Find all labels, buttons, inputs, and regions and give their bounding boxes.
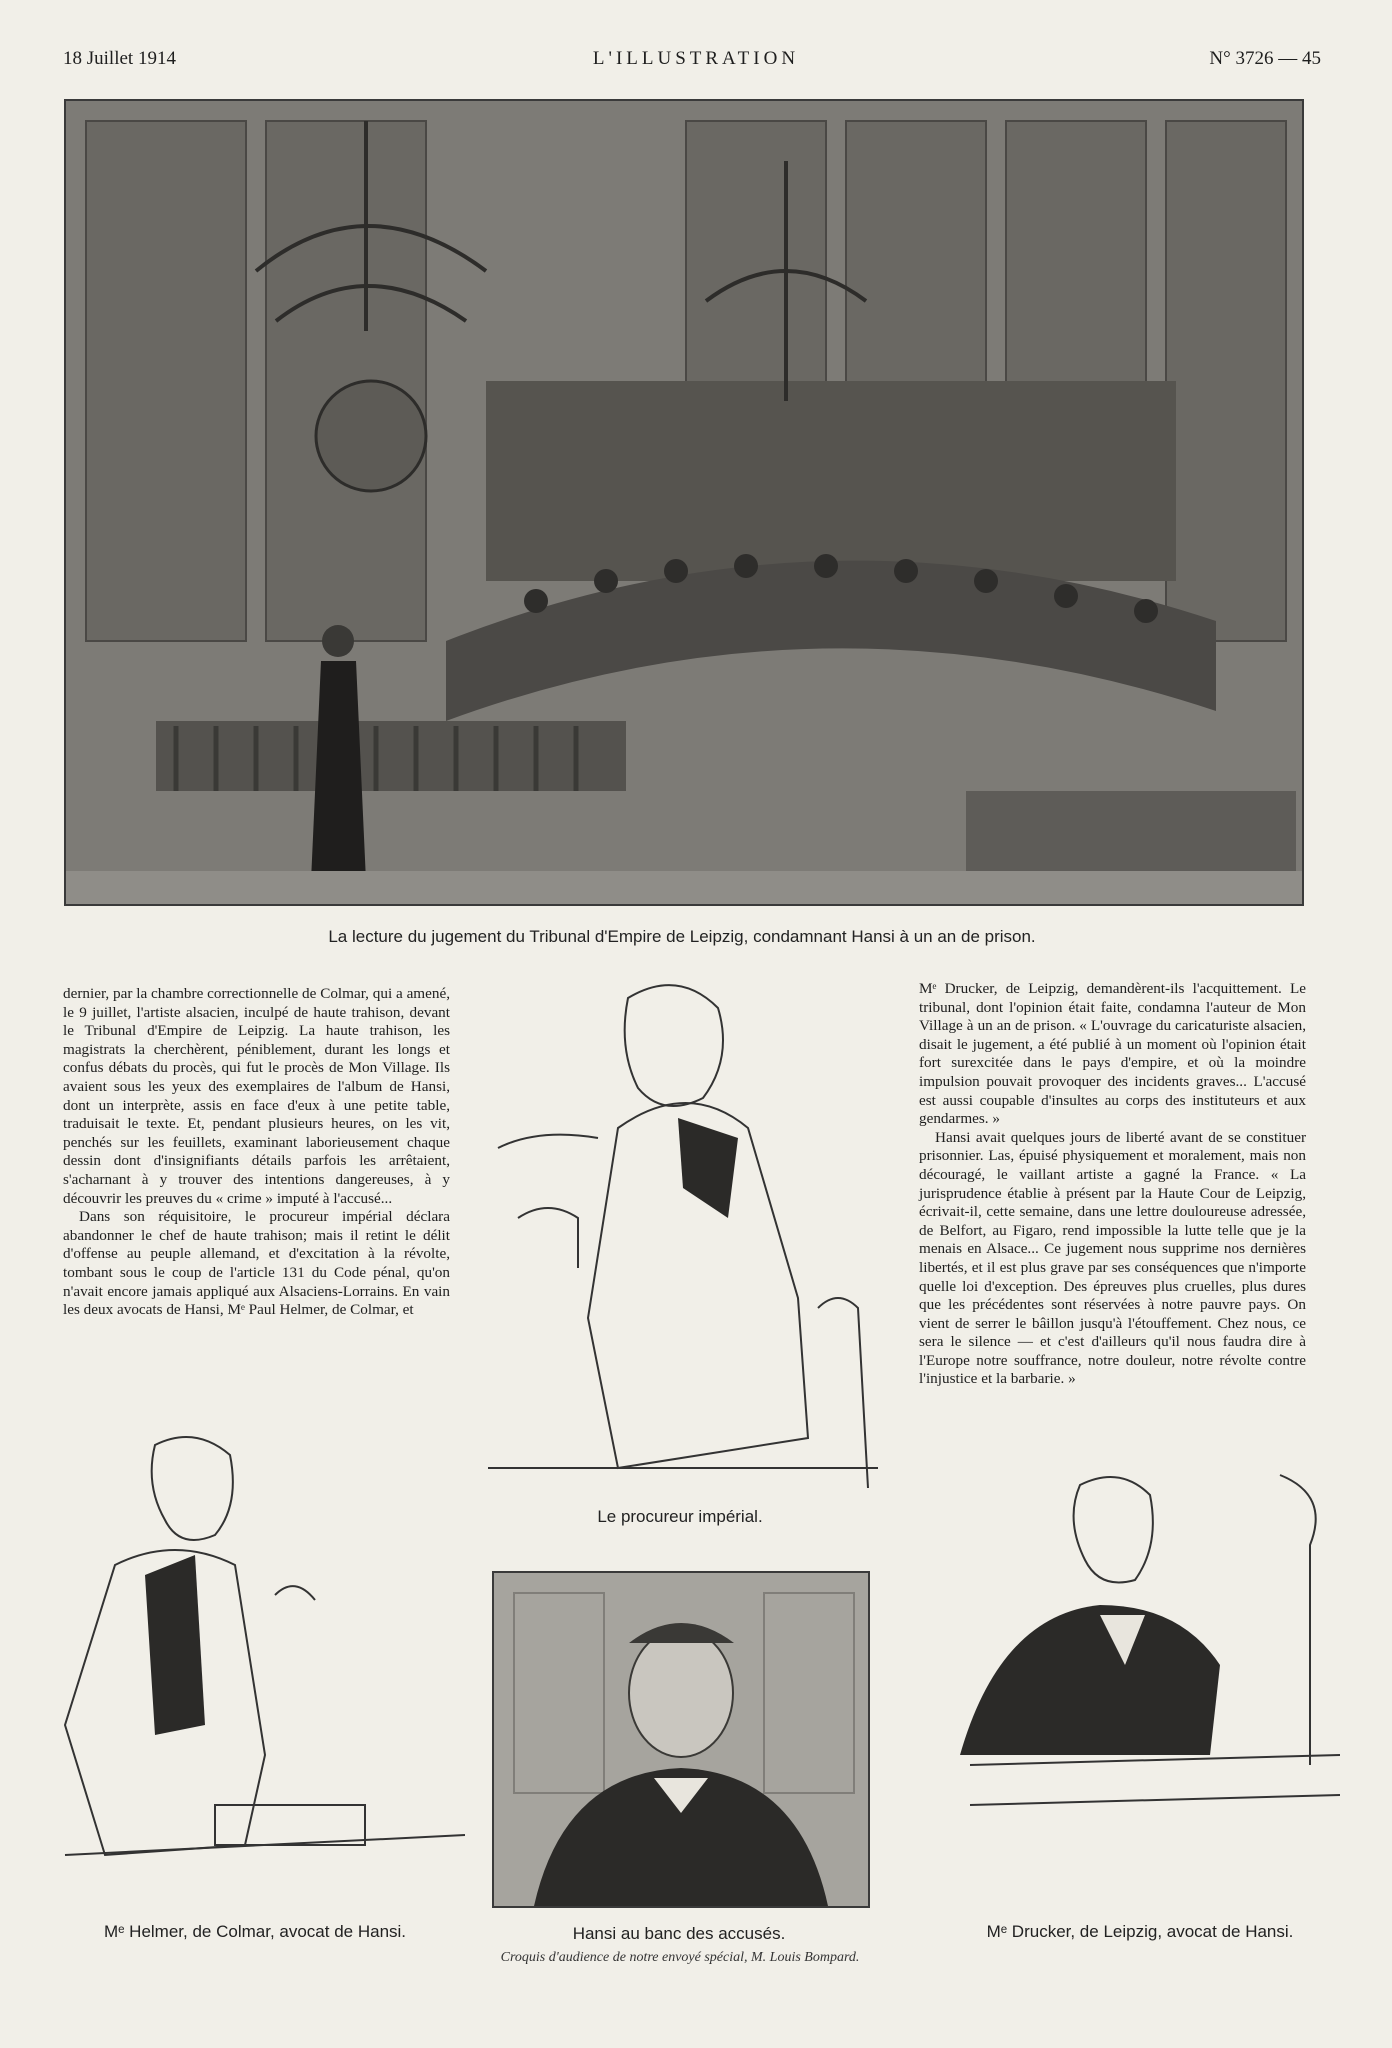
issue-number: N° 3726 — 45 [1209, 48, 1321, 69]
hansi-sketch [492, 1571, 870, 1908]
magazine-title: L'ILLUSTRATION [592, 48, 800, 69]
left-paragraph-2: Dans son réquisitoire, le procureur impérial déclara abandonner le chef de haute trahison; mais il retint le délit d'offense au peuple allemand, et d'excitation à la révolte, tombant sous le coup de l'article 131 du Code pénal, qu'on n'avait encore jamais appliqué aux Alsaciens-Lorrains. En vain les deux avocats de Hansi, Mᵉ Paul Helmer, de Colmar, et [63, 1208, 450, 1319]
right-paragraph-1: Mᵉ Drucker, de Leipzig, demandèrent-ils l'acquittement. Le tribunal, dont l'opinion était faite, condamna l'auteur de Mon Village à un an de prison. « L'ouvrage du caricaturiste alsacien, disait le jugement, a été publié à un moment où l'opinion était fort surexcitée dans le pays d'empire, et où la moindre impulsion pouvait provoquer des incidents graves... L'accusé est aussi coupable d'insultes au corps des instituteurs et aux gendarmes. » [919, 980, 1306, 1128]
right-text-column [919, 980, 1306, 1389]
helmer-sketch [45, 1425, 465, 1885]
main-caption: La lecture du jugement du Tribunal d'Empire de Leipzig, condamnant Hansi à un an de prison. [328, 927, 1036, 946]
left-text-column [63, 985, 450, 1320]
sketch-credit: Croquis d'audience de notre envoyé spécial, M. Louis Bompard. [500, 1950, 860, 1965]
courtroom-illustration [64, 99, 1304, 906]
right-paragraph-2: Hansi avait quelques jours de liberté avant de se constituer prisonnier. Las, épuisé physiquement et moralement, mais non découragé, le vaillant artiste a gagné la France. « La jurisprudence établie à présent par la Haute Cour de Leipzig, écrivait-il, cette semaine, dans une lettre douloureuse adressée, de Belfort, au Figaro, rend impossible la lutte telle que je la menais en Alsace... Ce jugement nous supprime nos dernières libertés, et il est plus grave par ses conséquences que n'importe quelle loi d'exception. Des épreuves plus cruelles, plus dures que les précédentes sont réservées à notre pauvre pays. On vient de serrer le bâillon jusqu'à l'étouffement. Chez nous, ce sera le silence — et c'est d'ailleurs qu'il nous faudra dire à l'Europe notre souffrance, notre douleur, notre révolte contre l'injustice et la barbarie. » [919, 1128, 1306, 1388]
drucker-caption: Mᵉ Drucker, de Leipzig, avocat de Hansi. [986, 1922, 1294, 1941]
helmer-caption: Mᵉ Helmer, de Colmar, avocat de Hansi. [103, 1922, 407, 1941]
procureur-caption: Le procureur impérial. [597, 1507, 763, 1526]
hansi-caption: Hansi au banc des accusés. [572, 1924, 786, 1943]
header-date: 18 Juillet 1914 [63, 48, 176, 69]
procureur-sketch [478, 968, 882, 1500]
drucker-sketch [950, 1465, 1340, 1875]
left-paragraph-1: dernier, par la chambre correctionnelle de Colmar, qui a amené, le 9 juillet, l'artiste alsacien, inculpé de haute trahison, devant le Tribunal d'Empire de Leipzig. La haute trahison, les magistrats la cherchèrent, péniblement, durant les longs et confus débats du procès, qui fut le procès de Mon Village. Ils avaient sous les yeux des exemplaires de l'album de Hansi, dont un interprète, assis en face d'eux à une petite table, traduisait le texte. Et, pendant plusieurs heures, on les vit, penchés sur les feuillets, examinant laborieusement chaque dessin dont d'insignifiants détails parfois les arrêtaient, s'acharnant à y trouver des intentions dangereuses, à y découvrir les preuves du « crime » imputé à l'accusé... [63, 985, 450, 1207]
